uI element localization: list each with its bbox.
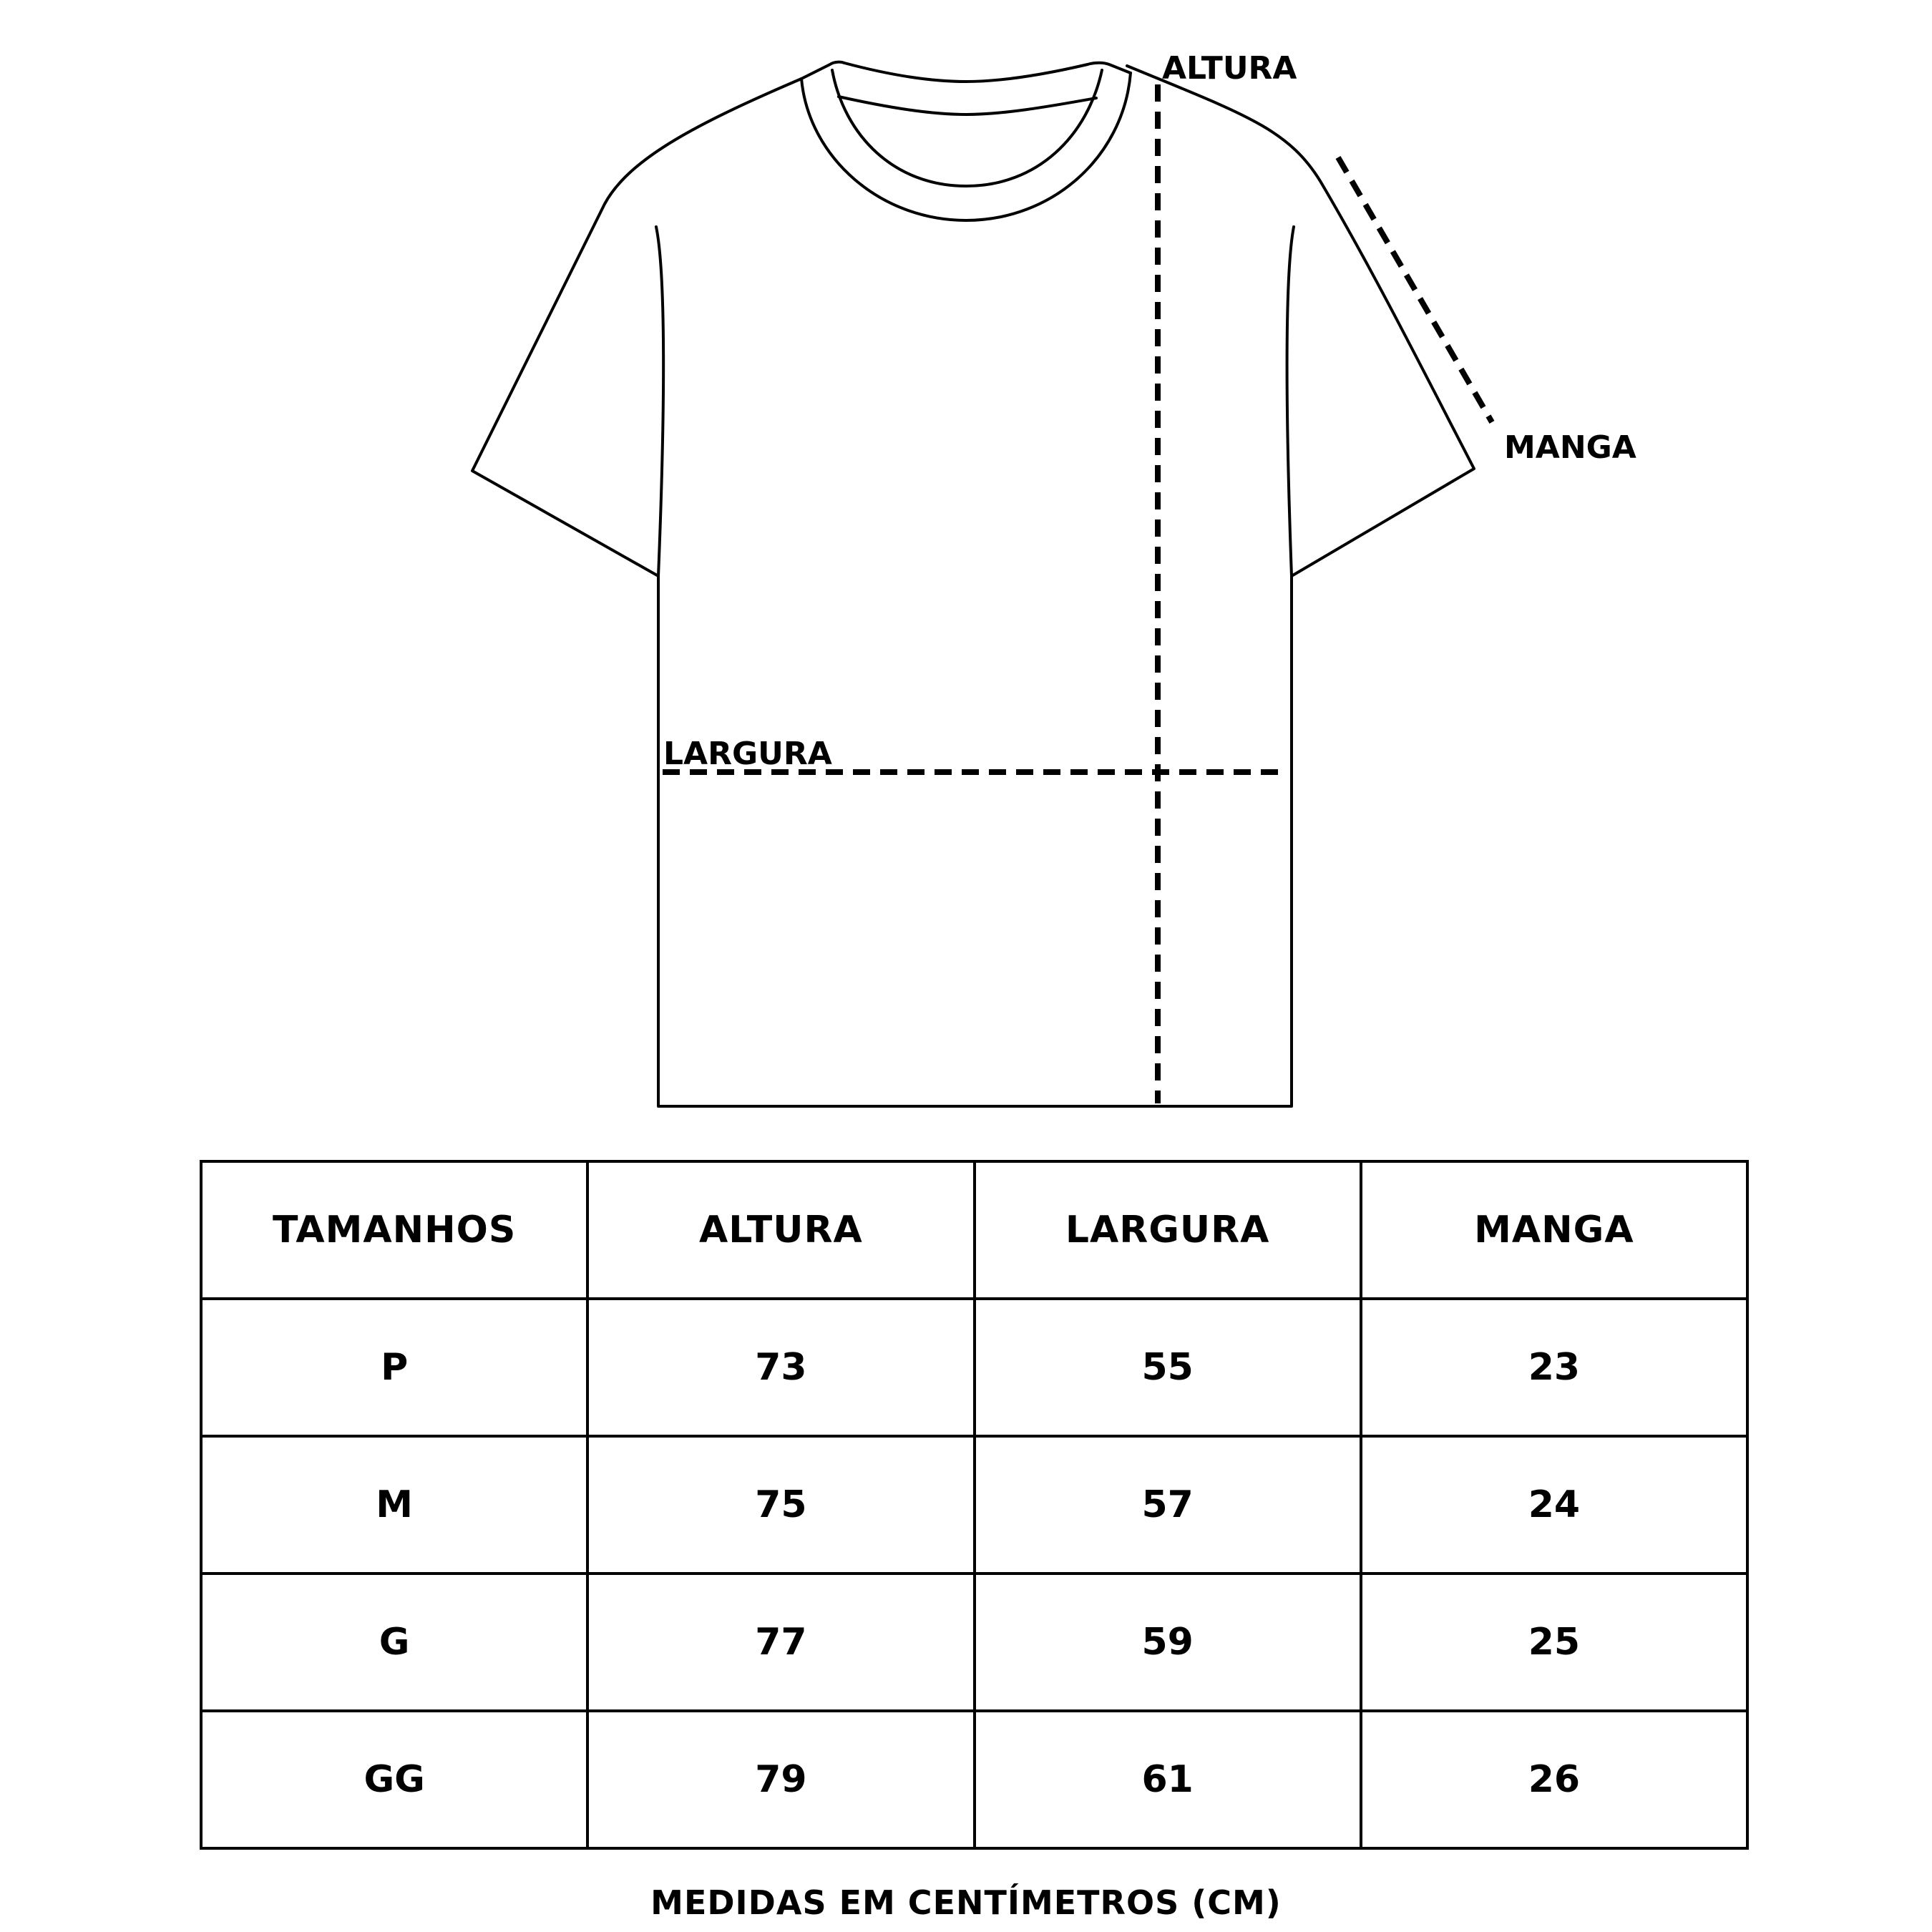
tshirt-right-armhole xyxy=(1287,227,1294,576)
tshirt-collar-back xyxy=(801,62,1131,82)
height-cell: 75 xyxy=(587,1436,974,1574)
table-row xyxy=(201,1436,1747,1574)
table-row xyxy=(201,1711,1747,1848)
measure-lines xyxy=(663,84,1492,1103)
tshirt-neck-inner xyxy=(832,70,1102,186)
sleeve-cell: 25 xyxy=(1361,1574,1747,1711)
width-label: LARGURA xyxy=(663,736,832,772)
header-height: ALTURA xyxy=(587,1161,974,1299)
sleeve-cell: 24 xyxy=(1361,1436,1747,1574)
width-cell: 61 xyxy=(975,1711,1361,1848)
sleeve-cell: 26 xyxy=(1361,1711,1747,1848)
size-cell: GG xyxy=(201,1711,587,1848)
width-cell: 55 xyxy=(975,1299,1361,1436)
tshirt-body-outline xyxy=(472,66,1474,1106)
height-label: ALTURA xyxy=(1162,50,1297,87)
sleeve-measure-line xyxy=(1338,157,1492,422)
tshirt-collar-fold xyxy=(839,97,1096,114)
table-row xyxy=(201,1574,1747,1711)
header-width: LARGURA xyxy=(975,1161,1361,1299)
height-cell: 79 xyxy=(587,1711,974,1848)
table-header-row xyxy=(201,1161,1747,1299)
tshirt-neck-outer xyxy=(801,73,1131,220)
sleeve-label: MANGA xyxy=(1504,429,1636,466)
size-cell: M xyxy=(201,1436,587,1574)
table-row xyxy=(201,1299,1747,1436)
header-sleeve: MANGA xyxy=(1361,1161,1747,1299)
height-cell: 77 xyxy=(587,1574,974,1711)
sleeve-cell: 23 xyxy=(1361,1299,1747,1436)
width-cell: 57 xyxy=(975,1436,1361,1574)
units-footnote: MEDIDAS EM CENTÍMETROS (CM) xyxy=(650,1883,1282,1922)
size-table xyxy=(200,1160,1749,1850)
tshirt-left-armhole xyxy=(656,227,663,576)
size-cell: P xyxy=(201,1299,587,1436)
height-cell: 73 xyxy=(587,1299,974,1436)
tshirt-outline xyxy=(472,62,1474,1106)
width-cell: 59 xyxy=(975,1574,1361,1711)
header-sizes: TAMANHOS xyxy=(201,1161,587,1299)
size-cell: G xyxy=(201,1574,587,1711)
